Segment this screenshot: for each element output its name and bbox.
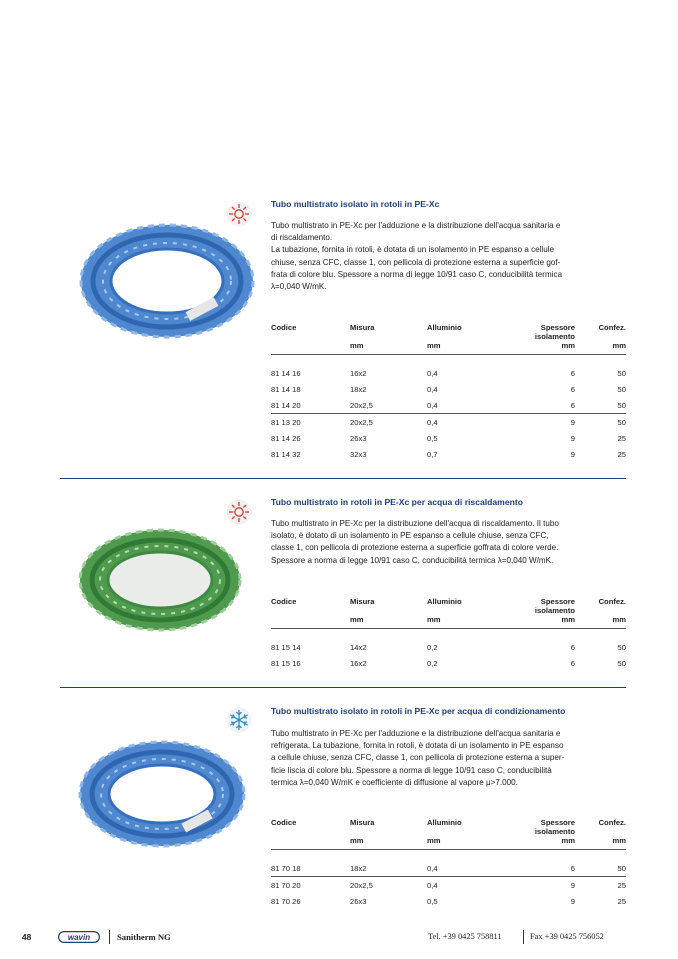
- unit-cell: mm: [485, 341, 575, 355]
- cell-codice: 81 14 18: [271, 384, 301, 394]
- cell-confez: 50: [575, 397, 626, 414]
- col-header-codice: Codice: [271, 597, 297, 606]
- unit-cell: mm: [485, 615, 575, 629]
- table-header-row: [271, 818, 626, 836]
- cell-confez: 25: [617, 896, 626, 906]
- desc-line: Tubo multistrato in PE-Xc per la distribuzione dell'acqua di riscaldamento. Il tubo: [271, 519, 559, 528]
- cell-spessore: 9: [570, 880, 575, 890]
- table-spacer: [271, 850, 626, 861]
- desc-line: chiuse, senza CFC, classe 1, con pellicola di protezione esterna a superficie gof-: [271, 257, 561, 267]
- product-table: [271, 323, 626, 462]
- col-header-confez: Confez.: [598, 597, 626, 606]
- snowflake-icon: [226, 707, 252, 733]
- cell-misura: 16x2: [350, 368, 367, 378]
- sun-heat-icon: [226, 499, 252, 525]
- desc-line: Tubo multistrato in PE-Xc per l'adduzione e la distribuzione dell'acqua sanitaria e: [271, 729, 561, 738]
- col-header-alluminio: Alluminio: [427, 323, 462, 332]
- cell-alluminio: 0,4: [427, 368, 438, 378]
- desc-line: termica λ=0,040 W/mK e coefficiente di diffusione al vapore μ>7.000.: [271, 777, 518, 787]
- footer-divider: [109, 930, 110, 944]
- cell-confez: 50: [617, 642, 626, 652]
- unit-cell: mm: [427, 341, 485, 355]
- cell-alluminio: 0,4: [427, 860, 485, 877]
- cell-codice: 81 14 16: [271, 368, 301, 378]
- unit-cell: [271, 341, 350, 355]
- cell-codice: 81 15 14: [271, 642, 301, 652]
- cell-spessore: 9: [570, 896, 575, 906]
- cell-spessore: 9: [570, 417, 575, 427]
- cell-confez: 50: [617, 384, 626, 394]
- col-header-alluminio: Alluminio: [427, 818, 462, 827]
- insulated-pipe-coil-blue-image: [78, 740, 246, 848]
- desc-line: di riscaldamento.: [271, 233, 333, 243]
- section-divider: [60, 687, 626, 688]
- section-title: Tubo multistrato isolato in rotoli in PE-Xc: [271, 199, 440, 209]
- cell-codice: 81 13 20: [271, 417, 301, 427]
- wavin-logo: [58, 931, 100, 943]
- col-header-spessore: [485, 818, 575, 836]
- desc-line: Spessore a norma di legge 10/91 caso C, conducibilità termica λ=0,040 W/mK.: [271, 555, 554, 565]
- desc-line: ficie liscia di colore blu. Spessore a norma di legge 10/91 caso C, conducibilità: [271, 765, 552, 775]
- col-header-spessore: [485, 323, 575, 341]
- unit-cell: mm: [427, 836, 485, 850]
- table-row: [271, 414, 626, 431]
- unit-cell: mm: [575, 615, 626, 629]
- col-header-misura: Misura: [350, 323, 375, 332]
- unit-cell: mm: [350, 836, 427, 850]
- table-row: [271, 397, 626, 414]
- cell-spessore: 6: [570, 384, 575, 394]
- desc-line: refrigerata. La tubazione, fornita in rotoli, è dotata di un isolamento in PE espanso: [271, 741, 564, 751]
- col-header-misura: Misura: [350, 597, 375, 606]
- desc-line: La tubazione, fornita in rotoli, è dotata di un isolamento in PE espanso a cellule: [271, 245, 555, 255]
- cell-spessore: 6: [570, 642, 575, 652]
- table-units-row: [271, 341, 626, 355]
- desc-line: λ=0,040 W/mK.: [271, 282, 327, 292]
- page-number: 48: [22, 932, 32, 942]
- desc-line: classe 1, con pellicola di protezione esterna a superficie goffrata di colore verde.: [271, 543, 559, 553]
- cell-codice: 81 14 32: [271, 449, 301, 459]
- cell-confez: 50: [617, 417, 626, 427]
- cell-spessore: 9: [570, 449, 575, 459]
- section-description: [271, 728, 626, 789]
- cell-alluminio: 0,7: [427, 449, 438, 459]
- table-row: [271, 639, 626, 655]
- unit-cell: mm: [350, 341, 427, 355]
- unit-cell: mm: [485, 836, 575, 850]
- cell-misura: 32x3: [350, 449, 367, 459]
- cell-misura: 14x2: [350, 642, 367, 652]
- cell-alluminio: 0,4: [427, 384, 438, 394]
- insulated-pipe-coil-green-image: [78, 528, 243, 632]
- cell-codice: 81 14 26: [271, 433, 301, 443]
- cell-codice: 81 70 18: [271, 860, 350, 877]
- footer-brand: Sanitherm NG: [117, 932, 171, 942]
- col-header-spessore-sub: isolamento: [534, 606, 575, 615]
- cell-spessore: 6: [485, 397, 575, 414]
- table-row: [271, 365, 626, 381]
- product-table: [271, 597, 626, 671]
- col-header-confez: Confez.: [598, 323, 626, 332]
- col-header-codice: Codice: [271, 323, 297, 332]
- table-header-row: [271, 323, 626, 341]
- table-row: [271, 381, 626, 397]
- cell-misura: 20x2,5: [350, 880, 373, 890]
- cell-spessore: 6: [570, 658, 575, 668]
- cell-misura: 20x2,5: [350, 397, 427, 414]
- cell-alluminio: 0,2: [427, 658, 438, 668]
- table-spacer: [271, 355, 626, 366]
- unit-cell: mm: [575, 341, 626, 355]
- table-row: [271, 430, 626, 446]
- footer-divider: [523, 930, 524, 944]
- table-row: [271, 860, 626, 877]
- cell-alluminio: 0,5: [427, 433, 438, 443]
- cell-confez: 25: [617, 449, 626, 459]
- col-header-alluminio: Alluminio: [427, 597, 462, 606]
- product-table: [271, 818, 626, 909]
- col-header-spessore-sub: isolamento: [534, 827, 575, 836]
- cell-misura: 26x3: [350, 896, 367, 906]
- table-spacer: [271, 629, 626, 640]
- col-header-spessore-label: Spessore: [540, 323, 575, 332]
- cell-misura: 20x2,5: [350, 417, 373, 427]
- cell-alluminio: 0,4: [427, 397, 485, 414]
- cell-misura: 18x2: [350, 384, 367, 394]
- table-header-row: [271, 597, 626, 615]
- cell-alluminio: 0,4: [427, 880, 438, 890]
- col-header-spessore-sub: isolamento: [534, 332, 575, 341]
- cell-spessore: 6: [485, 860, 575, 877]
- section-divider: [60, 478, 626, 479]
- insulated-pipe-coil-blue-image: [78, 222, 256, 340]
- unit-cell: [271, 836, 350, 850]
- footer-fax: Fax +39 0425 756052: [530, 932, 604, 941]
- section-title: Tubo multistrato isolato in rotoli in PE-Xc per acqua di condizionamento: [271, 706, 566, 716]
- desc-line: a cellule chiuse, senza CFC, classe 1, con pellicola di protezione esterna a super-: [271, 753, 565, 763]
- col-header-spessore-label: Spessore: [540, 818, 575, 827]
- wavin-logo-text: wavin: [67, 932, 91, 942]
- cell-confez: 25: [617, 880, 626, 890]
- cell-confez: 50: [617, 658, 626, 668]
- desc-line: isolato, è dotato di un isolamento in PE espanso a cellule chiuse, senza CFC,: [271, 531, 549, 541]
- table-row: [271, 877, 626, 894]
- unit-cell: mm: [575, 836, 626, 850]
- unit-cell: mm: [427, 615, 485, 629]
- cell-confez: 25: [617, 433, 626, 443]
- unit-cell: [271, 615, 350, 629]
- cell-alluminio: 0,2: [427, 642, 438, 652]
- cell-confez: 50: [575, 860, 626, 877]
- table-row: [271, 893, 626, 909]
- col-header-spessore-label: Spessore: [540, 597, 575, 606]
- section-description: [271, 220, 626, 293]
- col-header-codice: Codice: [271, 818, 297, 827]
- cell-confez: 50: [617, 368, 626, 378]
- page-footer: [0, 930, 678, 946]
- table-units-row: [271, 615, 626, 629]
- table-row: [271, 446, 626, 462]
- cell-codice: 81 70 26: [271, 896, 301, 906]
- section-title: Tubo multistrato in rotoli in PE-Xc per acqua di riscaldamento: [271, 497, 523, 507]
- unit-cell: mm: [350, 615, 427, 629]
- col-header-spessore: [485, 597, 575, 615]
- section-description: [271, 518, 626, 567]
- col-header-confez: Confez.: [598, 818, 626, 827]
- table-units-row: [271, 836, 626, 850]
- cell-misura: 16x2: [350, 658, 367, 668]
- col-header-misura: Misura: [350, 818, 375, 827]
- footer-tel: Tel. +39 0425 758811: [428, 932, 502, 941]
- cell-alluminio: 0,4: [427, 417, 438, 427]
- cell-codice: 81 14 20: [271, 397, 350, 414]
- cell-misura: 26x3: [350, 433, 367, 443]
- desc-line: frata di colore blu. Spessore a norma di legge 10/91 caso C, conducibilità termica: [271, 269, 563, 279]
- cell-misura: 18x2: [350, 860, 427, 877]
- desc-line: Tubo multistrato in PE-Xc per l'adduzione e la distribuzione dell'acqua sanitaria e: [271, 221, 561, 230]
- cell-spessore: 9: [570, 433, 575, 443]
- cell-codice: 81 70 20: [271, 880, 301, 890]
- cell-codice: 81 15 16: [271, 658, 301, 668]
- cell-alluminio: 0,5: [427, 896, 438, 906]
- table-row: [271, 655, 626, 671]
- cell-spessore: 6: [570, 368, 575, 378]
